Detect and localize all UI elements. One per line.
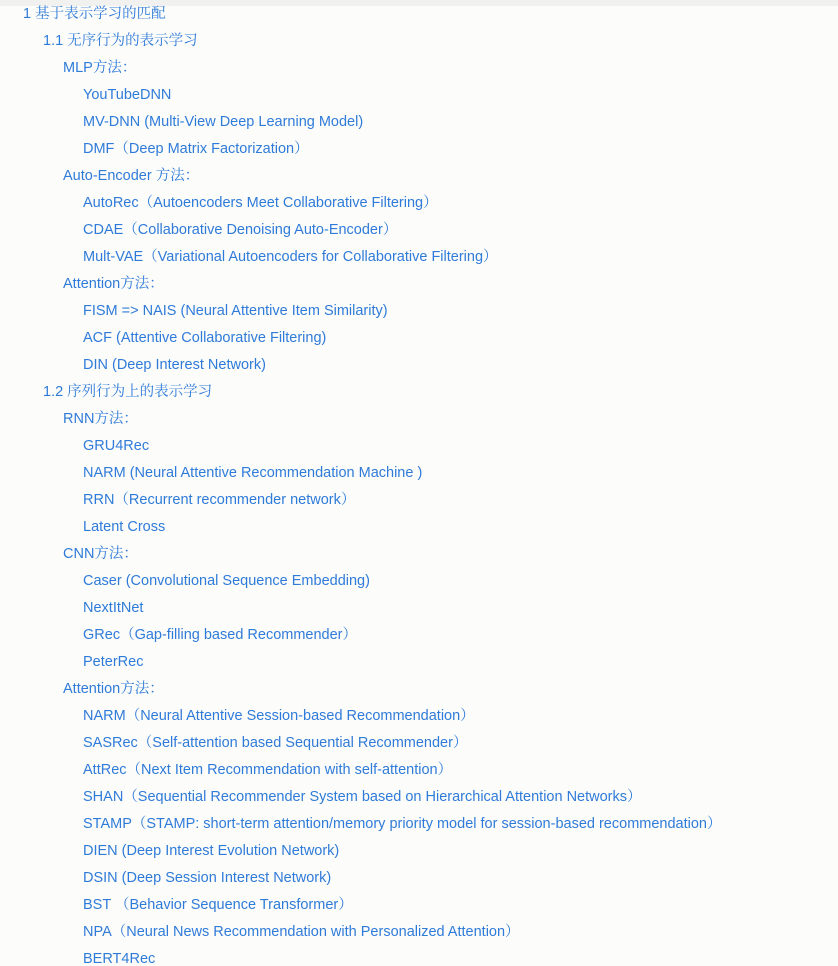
toc-link-level-4[interactable]: AutoRec（Autoencoders Meet Collaborative Filtering） — [83, 195, 438, 211]
toc-link-level-3[interactable]: Auto-Encoder 方法： — [63, 168, 200, 184]
toc-link-level-4[interactable]: BST （Behavior Sequence Transformer） — [83, 897, 353, 913]
toc-link-level-1[interactable]: 1 基于表示学习的匹配 — [23, 6, 166, 22]
toc-link-level-4[interactable]: ACF (Attentive Collaborative Filtering) — [83, 330, 327, 346]
toc-link-level-4[interactable]: SHAN（Sequential Recommender System based on Hierarchical Attention Networks） — [83, 789, 642, 805]
toc-link-level-4[interactable]: Caser (Convolutional Sequence Embedding) — [83, 573, 370, 589]
toc-link-level-2[interactable]: 1.2 序列行为上的表示学习 — [43, 384, 213, 400]
toc-link-level-4[interactable]: NextItNet — [83, 600, 144, 616]
toc-link-level-4[interactable]: YouTubeDNN — [83, 87, 172, 103]
toc-link-level-3[interactable]: CNN方法： — [63, 546, 138, 562]
toc-link-level-4[interactable]: BERT4Rec — [83, 951, 156, 966]
toc-link-level-4[interactable]: NPA（Neural News Recommendation with Personalized Attention） — [83, 924, 520, 940]
toc-link-level-3[interactable]: Attention方法： — [63, 681, 164, 697]
toc-link-level-4[interactable]: DIEN (Deep Interest Evolution Network) — [83, 843, 340, 859]
toc-link-level-4[interactable]: RRN（Recurrent recommender network） — [83, 492, 356, 508]
toc-link-level-4[interactable]: DIN (Deep Interest Network) — [83, 357, 266, 373]
toc-link-level-4[interactable]: MV-DNN (Multi-View Deep Learning Model) — [83, 114, 364, 130]
toc-link-level-4[interactable]: GRec（Gap-filling based Recommender） — [83, 627, 357, 643]
toc-link-level-4[interactable]: DSIN (Deep Session Interest Network) — [83, 870, 332, 886]
toc-link-level-4[interactable]: DMF（Deep Matrix Factorization） — [83, 141, 309, 157]
toc-link-level-4[interactable]: PeterRec — [83, 654, 144, 670]
toc-link-level-2[interactable]: 1.1 无序行为的表示学习 — [43, 33, 198, 49]
toc-link-level-4[interactable]: SASRec（Self-attention based Sequential Recommender） — [83, 735, 468, 751]
toc-link-level-4[interactable]: Mult-VAE（Variational Autoencoders for Collaborative Filtering） — [83, 249, 498, 265]
toc-link-level-4[interactable]: AttRec（Next Item Recommendation with self-attention） — [83, 762, 453, 778]
toc-link-level-4[interactable]: CDAE（Collaborative Denoising Auto-Encoder） — [83, 222, 398, 238]
toc-link-level-3[interactable]: MLP方法： — [63, 60, 137, 76]
toc-link-level-3[interactable]: Attention方法： — [63, 276, 164, 292]
toc-link-level-3[interactable]: RNN方法： — [63, 411, 138, 427]
toc-link-level-4[interactable]: STAMP（STAMP: short-term attention/memory priority model for session-based recommendation） — [83, 816, 722, 832]
toc-link-level-4[interactable]: NARM（Neural Attentive Session-based Recommendation） — [83, 708, 475, 724]
toc-link-level-4[interactable]: NARM (Neural Attentive Recommendation Machine ) — [83, 465, 423, 481]
toc-link-level-4[interactable]: GRU4Rec — [83, 438, 150, 454]
toc-link-level-4[interactable]: Latent Cross — [83, 519, 166, 535]
toc-link-level-4[interactable]: FISM => NAIS (Neural Attentive Item Similarity) — [83, 303, 388, 319]
